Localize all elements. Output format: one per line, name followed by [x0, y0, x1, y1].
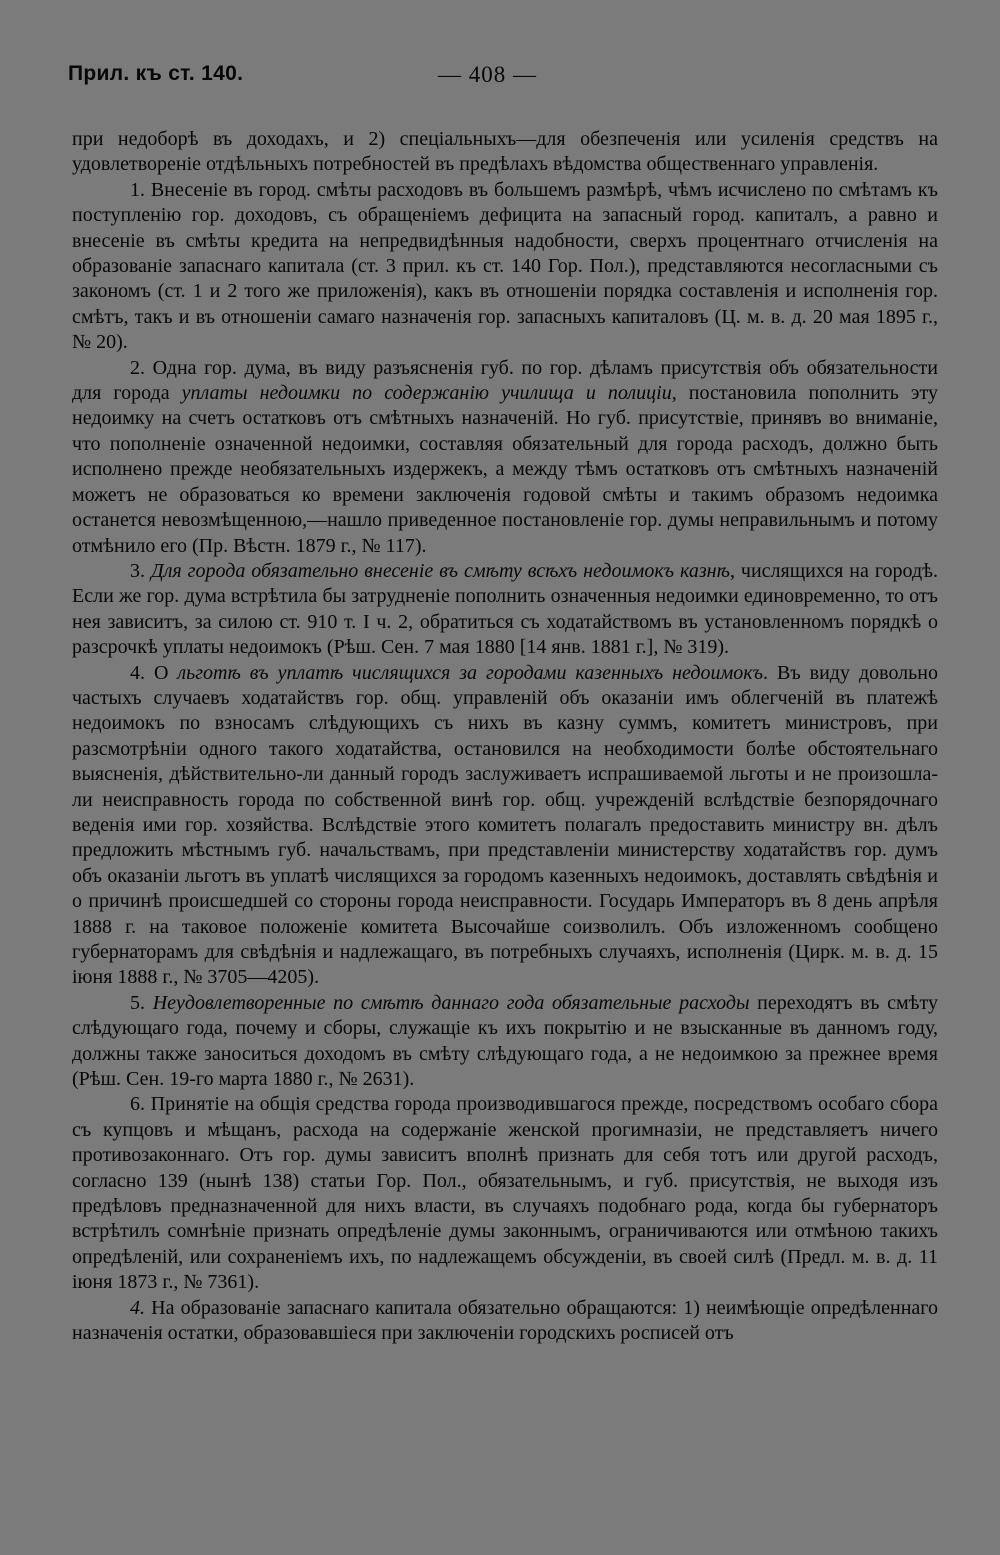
italic-emphasis: Неудовлетворенные по смѣтѣ даннаго года обязательные расходы	[152, 991, 750, 1014]
paragraph-text: . Въ виду довольно частыхъ случаевъ ходатайствъ гор. общ. управленій объ оказаніи имъ облегченій въ платежѣ недоимокъ по взносамъ слѣдующихъ съ нихъ въ казну суммъ, комитетъ министровъ, при разсмотрѣніи одного такого ходатайства, остановился на необходимости болѣе обстоятельнаго выясненія, дѣйствительно-ли данный городъ заслуживаетъ испрашиваемой льготы и не произошла-ли неисправность города по собственной винѣ гор. общ. учрежденій вслѣдствіе безпорядочнаго веденія ими гор. хозяйства. Вслѣдствіе этого комитетъ полагалъ предоставить министру вн. дѣлъ предложить мѣстнымъ губ. начальствамъ, при представленіи министерству ходатайствъ гор. думъ объ оказаніи льготъ въ уплатѣ числящихся за городомъ казенныхъ недоимокъ, доставлять свѣдѣнія и о причинѣ происшедшей со стороны города неисправности. Государь Императоръ въ 8 день апрѣля 1888 г. на таковое положеніе комитета Высочайше соизволилъ. Объ изложенномъ сообщено губернаторамъ для свѣдѣнія и надлежащаго, въ потребныхъ случаяхъ, исполненія (Цирк. м. в. д. 15 іюня 1888 г., № 3705—4205).	[72, 661, 938, 989]
italic-emphasis: льготѣ въ уплатѣ числящихся за городами казенныхъ недоимокъ	[177, 661, 764, 684]
paragraph-text: 1. Внесеніе въ город. смѣты расходовъ въ большемъ размѣрѣ, чѣмъ исчислено по смѣтамъ къ поступленію гор. доходовъ, съ обращеніемъ дефицита на запасный город. капиталъ, а равно и внесеніе въ смѣты кредита на непредвидѣнныя надобности, сверхъ процентнаго отчисленія на образованіе запаснаго капитала (ст. 3 прил. къ ст. 140 Гор. Пол.), представляются несогласными съ закономъ (ст. 1 и 2 того же приложенія), какъ въ отношеніи порядка составленія и исполненія гор. смѣтъ, такъ и въ отношеніи самаго назначенія гор. запасныхъ капиталовъ (Ц. м. в. д. 20 мая 1895 г., № 20).	[72, 178, 938, 354]
paragraph-text: 3.	[130, 559, 151, 582]
paragraph-text: , числящихся на городѣ. Если же гор. дума встрѣтила бы затрудненіе пополнить означенныя недоимки единовременно, то отъ нея зависитъ, за силою ст. 910 т. I ч. 2, обратиться съ ходатайствомъ въ установленномъ порядкѣ о разсрочкѣ уплаты недоимокъ (Рѣш. Сен. 7 мая 1880 [14 янв. 1881 г.], № 319).	[72, 559, 938, 659]
paragraph-text: 4. О	[130, 661, 178, 684]
article-reference: Прил. къ ст. 140.	[68, 62, 244, 85]
page-number: — 408 —	[438, 62, 537, 87]
page-header	[68, 62, 938, 96]
paragraph-text: , постановила пополнить эту недоимку на счетъ остатковъ отъ смѣтныхъ назначеній. Но губ. присутствіе, принявъ во вниманіе, что пополненіе означенной недоимки, составляя обязательный для города расходъ, должно быть исполнено прежде необязательныхъ издержекъ, а между тѣмъ остатковъ отъ смѣтныхъ назначеній можетъ не образоваться ко времени заключенія годовой смѣты и такимъ образомъ недоимка останется невозмѣщенною,—нашло приведенное постановленіе гор. думы неправильнымъ и потому отмѣнило его (Пр. Вѣстн. 1879 г., № 117).	[72, 382, 938, 557]
paragraph-text: 5.	[130, 991, 153, 1014]
paragraph-text: 2. Одна гор. дума, въ виду разъясненія губ. по гор. дѣламъ присутствія объ обязательности для города	[72, 356, 938, 405]
paragraph-text: при недоборѣ въ доходахъ, и 2) спеціальныхъ—для обезпеченія или усиленія средствъ на удовлетвореніе отдѣльныхъ потребностей въ предѣлахъ вѣдомства общественнаго управленія.	[72, 128, 938, 176]
paragraph-continuation	[72, 127, 938, 178]
italic-emphasis: Для города обязательно внесеніе въ смѣту всѣхъ недоимокъ казнѣ	[150, 559, 730, 582]
paragraph-2	[72, 356, 938, 559]
paragraph-6	[72, 1092, 938, 1295]
section-number: 4.	[130, 1296, 145, 1319]
paragraph-text: переходятъ въ смѣту слѣдующаго года, почему и сборы, служащіе къ ихъ покрытію и не взысканные въ данномъ году, должны также заноситься доходомъ въ смѣту слѣдующаго года, а не недоимкою за прежнее время (Рѣш. Сен. 19-го марта 1880 г., № 2631).	[72, 991, 939, 1091]
paragraph-1	[72, 178, 938, 356]
paragraph-3	[72, 559, 938, 661]
paragraph-text: 6. Принятіе на общія средства города производившагося прежде, посредствомъ особаго сбора съ купцовъ и мѣщанъ, расхода на содержаніе женской прогимназіи, не представляетъ ничего противозаконнаго. Отъ гор. думы зависитъ вполнѣ признать для себя тотъ или другой расходъ, согласно 139 (нынѣ 138) статьи Гор. Пол., обязательнымъ, и губ. присутствія, не выходя изъ предѣловъ предназначенной для нихъ власти, въ случаяхъ подобнаго рода, когда бы губернаторъ встрѣтилъ сомнѣніе признать опредѣленіе думы законнымъ, ограничиваются или отмѣною такихъ опредѣленій, или сохраненіемъ ихъ, по надлежащемъ обсужденіи, въ своей силѣ (Предл. м. в. д. 11 іюня 1873 г., № 7361).	[72, 1093, 938, 1294]
paragraph-4	[72, 661, 938, 991]
paragraph-5	[72, 991, 938, 1093]
section-4-paragraph	[72, 1296, 938, 1347]
italic-emphasis: уплаты недоимки по содержанію училища и полиціи	[181, 382, 672, 405]
page-body	[72, 127, 938, 1347]
paragraph-text: На образованіе запаснаго капитала обязательно обращаются: 1) неимѣющіе опредѣленнаго назначенія остатки, образовавшіеся при заключеніи городскихъ росписей отъ	[72, 1296, 938, 1345]
